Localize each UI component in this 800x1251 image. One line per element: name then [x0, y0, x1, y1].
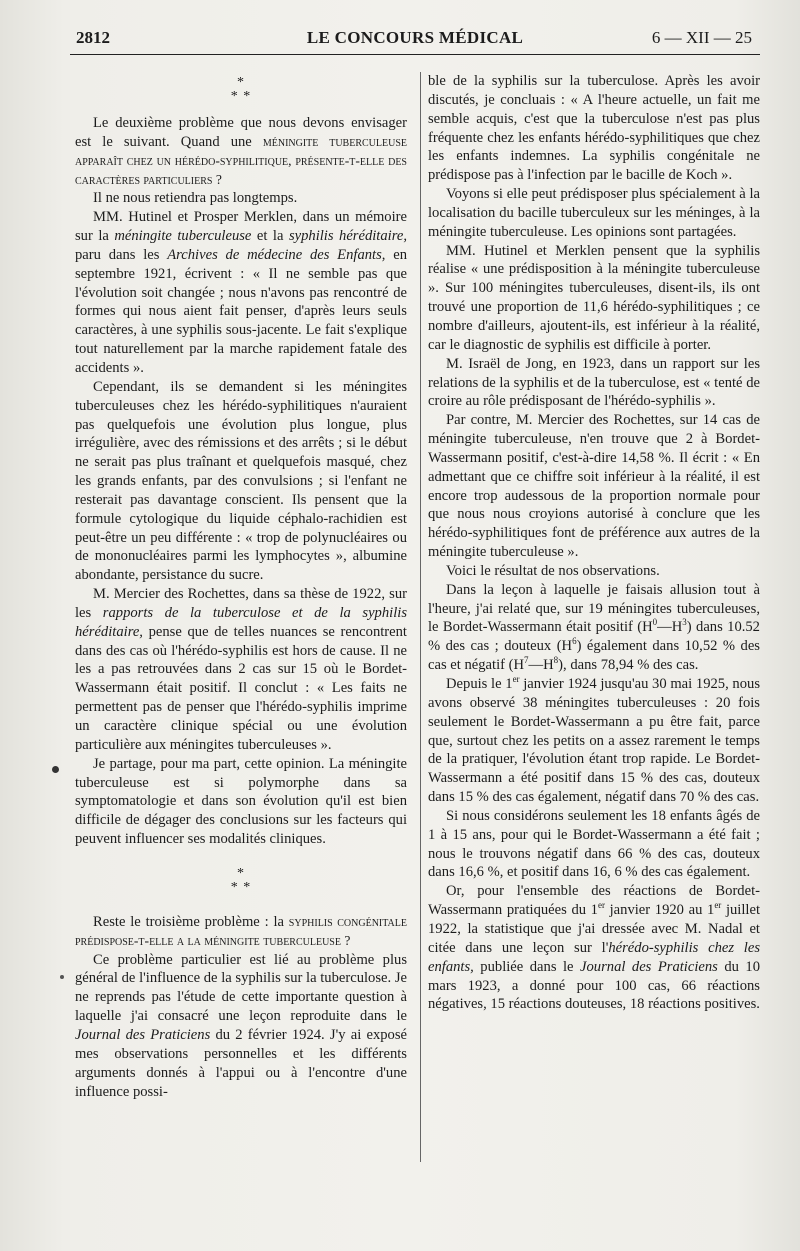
- paragraph: Dans la leçon à laquelle je faisais allusion tout à l'heure, j'ai relaté que, sur 19 méningites tuberculeuses, le Bordet-Wassermann était positif $(H^0—H^3)$ dans 10.52 % des cas ; douteux $(H^6)$ également dans 10,52 % des cas et négatif $(H^7—H^8)$, dans 78,94 % des cas.: [428, 581, 760, 674]
- paragraph: Voyons si elle peut prédisposer plus spécialement à la localisation du bacille tuberculeux sur les méninges, à la méningite tuberculeuse. Les opinions sont partagées.: [428, 186, 760, 240]
- section-ornament: * * *: [230, 75, 252, 104]
- paragraph: Si nous considérons seulement les 18 enfants âgés de 1 à 15 ans, pour qui le Bordet-Wassermann a été fait ; nous le trouvons négatif dans 66 % des cas, douteux dans 16,6 %, et positif dans 16, 6 % des cas également.: [428, 807, 760, 881]
- issue-date: 6 — XII — 25: [651, 28, 752, 47]
- right-column: [428, 72, 760, 1014]
- margin-mark: [52, 766, 59, 773]
- section-heading: Reste le troisième problème : la syphilis congénitale prédispose-t-elle a la méningite tuberculeuse ?: [75, 913, 407, 948]
- page-header: [70, 26, 760, 52]
- paragraph: Cependant, ils se demandent si les méningites tuberculeuses chez les hérédo-syphilitiques n'auraient pas quelquefois une évolution plus longue, plus irrégulière, avec des rémissions et des arrêts ; si le début ne serait pas plus traînant et quelquefois masqué, chez les grands enfants, par des convulsions ; si l'enfant ne resterait pas davantage conscient. Ils pensent que la formule cytologique du liquide céphalo-rachidien est peut-être un peu différente : « trop de polynucléaires ou de mononucléaires parmi les lymphocytes », albumine abondante, persistance du sucre.: [75, 378, 407, 584]
- paragraph: Depuis le 1er janvier 1924 jusqu'au 30 mai 1925, nous avons observé 38 méningites tuberculeuses : 20 fois seulement le Bordet-Wassermann a pu être fait, parce que, surtout chez les petits on a assez rarement le temps de la pratiquer, l'évolution étant trop rapide. Le Bordet-Wassermann a été positif dans 15 % des cas, douteux dans 15 % des cas également, négatif dans 70 % des cas.: [428, 674, 760, 806]
- paragraph: Ce problème particulier est lié au problème plus général de l'influence de la syphilis sur la tuberculose. Je ne reprends pas l'étude de cette importante question à laquelle j'ai consacré une leçon reproduite dans le Journal des Praticiens du 2 février 1924. J'y ai exposé mes observations personnelles et les différents arguments donnés à l'appui ou à l'encontre d'une influence possi-: [75, 951, 407, 1100]
- paragraph: Je partage, pour ma part, cette opinion. La méningite tuberculeuse est si polymorphe dans sa symptomatologie et dans son évolution qu'il est bien difficile de dégager des conclusions sur les facteurs qui peuvent influencer ses modalités cliniques.: [75, 755, 407, 848]
- paragraph: M. Mercier des Rochettes, dans sa thèse de 1922, sur les rapports de la tuberculose et de la syphilis héréditaire, pense que de telles nuances se rencontrent dans des cas où l'hérédo-syphilis est hors de cause. Il ne les a pas retrouvées dans 2 cas sur 15 où le Bordet-Wassermann était positif. Il conclut : « Les faits ne permettent pas de penser que l'hérédo-syphilis imprime un caractère clinique spécial ou une évolution particulière aux méningites tuberculeuses ».: [75, 586, 407, 753]
- column-separator: [420, 72, 421, 1162]
- margin-mark-small: [60, 975, 64, 979]
- journal-title: LE CONCOURS MÉDICAL: [306, 28, 524, 47]
- paragraph: Par contre, M. Mercier des Rochettes, sur 14 cas de méningite tuberculeuse, n'en trouve que 2 à Bordet-Wassermann positif, c'est-à-dire 14,58 %. Il écrit : « En admettant que ce chiffre soit inférieur à la réalité, il est encore trop audessous de la proportion normale pour que nous nous croyions autorisé à conclure que les hérédo-syphilitiques font de préférence aux autres de la méningite tuberculeuse ».: [428, 412, 760, 561]
- header-rule: [70, 54, 760, 55]
- paragraph: Il ne nous retiendra pas longtemps.: [93, 190, 298, 207]
- paragraph: M. Israël de Jong, en 1923, dans un rapport sur les relations de la syphilis et de la tuberculose, est « tenté de croire au rôle prédisposant de l'hérédo-syphilis ».: [428, 355, 760, 410]
- left-column: [75, 72, 407, 1101]
- paragraph: MM. Hutinel et Prosper Merklen, dans un mémoire sur la méningite tuberculeuse et la syphilis héréditaire, paru dans les Archives de médecine des Enfants, en septembre 1921, écrivent : « Il ne semble pas que l'évolution soit changée ; nous n'avons pas rencontré de formes qui nous aient fait penser, d'après leurs seuls caractères, à une syphilis sous-jacente. Le fait s'explique tout naturellement par la marche rapidement fatale des accidents ».: [75, 209, 407, 376]
- paragraph: MM. Hutinel et Merklen pensent que la syphilis réalise « une prédisposition à la méningite tuberculeuse ». Sur 100 méningites tuberculeuses, disent-ils, ils ont trouvé une proportion de 11,6 hérédo-syphilitiques ; ce nombre d'ailleurs, ajoutent-ils, est inférieur à la réalité, car le diagnostic de syphilis est difficile à porter.: [428, 242, 760, 353]
- paragraph: ble de la syphilis sur la tuberculose. Après les avoir discutés, je concluais : « A l'heure actuelle, un fait me semble acquis, c'est que la tuberculose n'est pas plus fréquente chez les enfants hérédo-syphilitiques que chez les enfants indemnes. La syphilis congénitale ne prédispose pas à l'infection par le bacille de Koch ».: [428, 73, 760, 184]
- section-ornament: * * *: [230, 865, 252, 895]
- paragraph: Or, pour l'ensemble des réactions de Bordet-Wassermann pratiquées du 1er janvier 1920 au 1er juillet 1922, la statistique que j'ai dressée avec M. Nadal et citée dans une leçon sur l'hérédo-syphilis chez les enfants, publiée dans le Journal des Praticiens du 10 mars 1923, a donné pour 100 cas, 66 réactions négatives, 15 réactions douteuses, 18 réactions positives.: [428, 883, 761, 1013]
- paragraph: Le deuxième problème que nous devons envisager est le suivant. Quand une méningite tuberculeuse apparaît chez un hérédo-syphilitique, présente-t-elle des caractères particuliers ?: [75, 115, 407, 187]
- page-number: 2812: [76, 28, 110, 47]
- paragraph: Voici le résultat de nos observations.: [446, 562, 660, 579]
